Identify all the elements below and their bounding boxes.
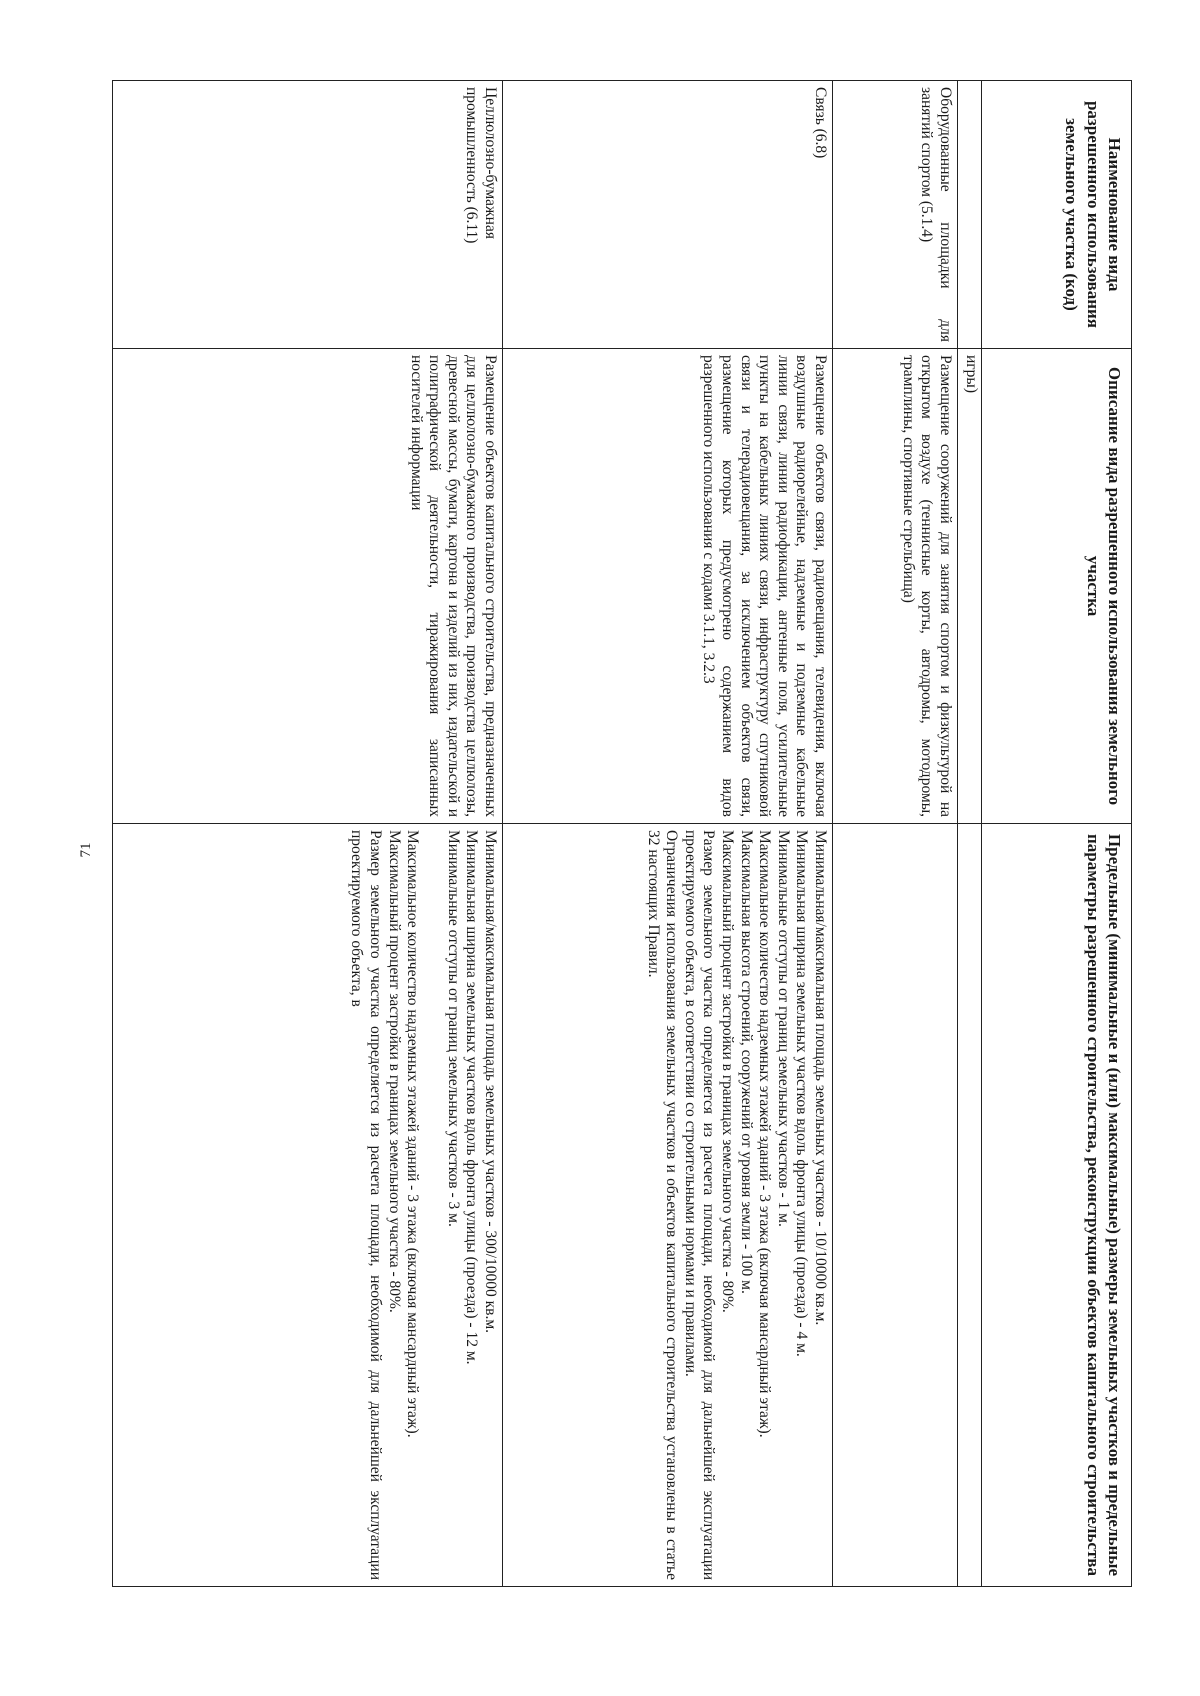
continuation-name bbox=[958, 81, 982, 349]
table-row bbox=[958, 81, 982, 1587]
parameter-line: Максимальное количество надземных этажей зданий - 3 этажа (включая мансардный этаж). bbox=[404, 830, 422, 1438]
parameter-line: Ограничения использования земельных участков и объектов капитального строительства установлены в статье 32 настоящих Правил. bbox=[644, 830, 681, 1580]
use-name: Оборудованные площадки для занятий спортом (5.1.4) bbox=[833, 81, 958, 349]
use-name: Связь (6.8) bbox=[503, 81, 833, 349]
table-row bbox=[833, 81, 958, 1587]
parameter-line: Размер земельного участка определяется из расчета площади, необходимой для дальнейшей эксплуатации проектируемого объекта, в bbox=[348, 830, 385, 1580]
header-name: Наименование вида разрешенного использования земельного участка (код) bbox=[982, 81, 1132, 349]
table-row bbox=[113, 81, 503, 1587]
header-description: Описание вида разрешенного использования земельного участка bbox=[982, 349, 1132, 824]
page-number: 71 bbox=[78, 842, 94, 858]
parameter-line: Максимальный процент застройки в границах земельного участка - 80%. bbox=[719, 830, 737, 1313]
parameter-line: Минимальные отступы от границ земельных участков - 1 м. bbox=[774, 830, 792, 1227]
land-use-table bbox=[112, 80, 1132, 1587]
use-description: Размещение сооружений для занятия спортом и физкультурой на открытом воздухе (теннисные корты, автодромы, мотодромы, трамплины, спортивные стрельбища) bbox=[833, 349, 958, 824]
header-parameters: Предельные (минимальные и (или) максимальные) размеры земельных участков и предельные параметры разрешенного строительства, реконструкции объектов капитального строительства bbox=[982, 824, 1132, 1587]
continuation-parameters bbox=[958, 824, 982, 1587]
parameter-line: Минимальная ширина земельных участков вдоль фронта улицы (проезда) - 4 м. bbox=[793, 830, 811, 1357]
parameter-line: Максимальный процент застройки в границах земельного участка - 80%. bbox=[385, 830, 403, 1313]
table-header-row bbox=[982, 81, 1132, 1587]
parameter-line: Минимальные отступы от границ земельных участков - 3 м. bbox=[444, 830, 462, 1227]
table-row bbox=[503, 81, 833, 1587]
parameter-line: Максимальная высота строений, сооружений от уровня земли - 100 м. bbox=[737, 830, 755, 1294]
parameter-line: Минимальная/максимальная площадь земельных участков - 300/10000 кв.м. bbox=[482, 830, 499, 1334]
parameter-line: Размер земельного участка определяется из расчета площади, необходимой для дальнейшей эксплуатации проектируемого объекта, в соответствии со строительными нормами и правилами. bbox=[681, 830, 718, 1580]
use-parameters bbox=[503, 824, 833, 1587]
use-description: Размещение объектов капитального строительства, предназначенных для целлюлозно-бумажного производства, производства целлюлозы, древесной массы, бумаги, картона и изделий из них, издательской и полиграфической деятельности, тиражирования записанных носителей информации bbox=[113, 349, 503, 824]
use-name: Целлюлозно-бумажная промышленность (6.11) bbox=[113, 81, 503, 349]
use-description: Размещение объектов связи, радиовещания, телевидения, включая воздушные радиорелейные, надземные и подземные кабельные линии связи, линии радиофикации, антенные поля, усилительные пункты на кабельных линиях связи, инфраструктуру спутниковой связи и телерадиовещания, за исключением объектов связи, размещение которых предусмотрено содержанием видов разрешенного использования с кодами 3.1.1, 3.2.3 bbox=[503, 349, 833, 824]
paragraph-gap bbox=[421, 830, 443, 1580]
use-parameters bbox=[113, 824, 503, 1587]
parameter-line: Минимальная ширина земельных участков вдоль фронта улицы (проезда) - 12 м. bbox=[463, 830, 481, 1365]
continuation-description: игры) bbox=[958, 349, 982, 824]
rotated-table-container bbox=[112, 80, 1132, 1586]
use-parameters bbox=[833, 824, 958, 1587]
parameter-line: Минимальная/максимальная площадь земельных участков - 10/10000 кв.м. bbox=[812, 830, 829, 1326]
parameter-line: Максимальное количество надземных этажей зданий - 3 этажа (включая мансардный этаж). bbox=[756, 830, 774, 1438]
